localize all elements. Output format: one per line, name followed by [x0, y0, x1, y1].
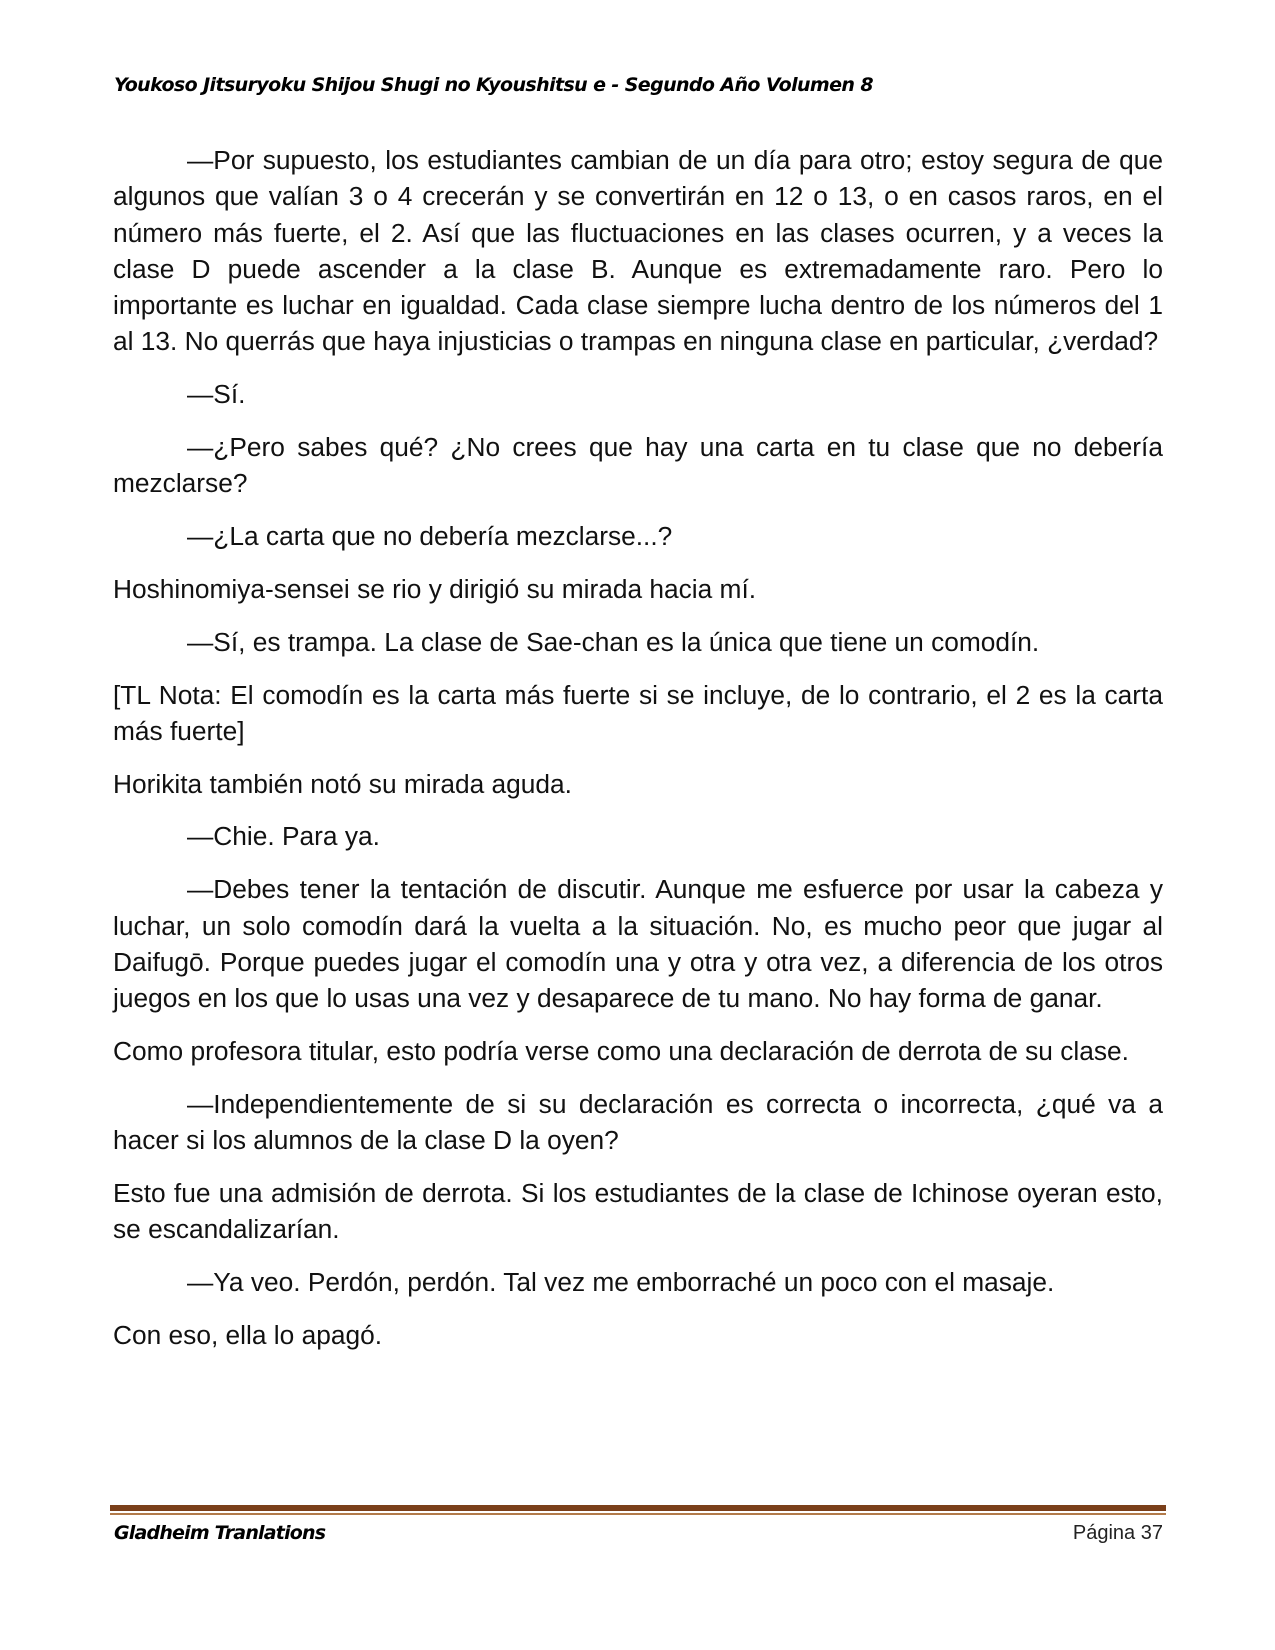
paragraph: —Por supuesto, los estudiantes cambian de un día para otro; estoy segura de que algunos que valían 3 o 4 crecerán y se convertirán en 12 o 13, o en casos raros, en el número más fuerte, el 2. Así que las fluctuaciones en las clases ocurren, y a veces la clase D puede ascender a la clase B. Aunque es extremadamente raro. Pero lo importante es luchar en igualdad. Cada clase siempre lucha dentro de los números del 1 al 13. No querrás que haya injusticias o trampas en ninguna clase en particular, ¿verdad?: [113, 145, 1163, 357]
page-number: [1073, 1522, 1163, 1545]
page-body: [113, 142, 1163, 1370]
paragraph: —Sí, es trampa. La clase de Sae-chan es la única que tiene un comodín.: [187, 626, 1040, 657]
paragraph: Con eso, ella lo apagó.: [113, 1319, 383, 1350]
paragraph: —Debes tener la tentación de discutir. Aunque me esfuerce por usar la cabeza y luchar, un solo comodín dará la vuelta a la situación. No, es mucho peor que jugar al Daifugō. Porque puedes jugar el comodín una y otra y otra vez, a diferencia de los otros juegos en los que lo usas una vez y desaparece de tu mano. No hay forma de ganar.: [113, 874, 1163, 1014]
paragraph: —Sí.: [187, 379, 246, 410]
paragraph: Hoshinomiya-sensei se rio y dirigió su mirada hacia mí.: [113, 573, 757, 604]
paragraph: —Chie. Para ya.: [187, 821, 380, 852]
paragraph: Como profesora titular, esto podría verse como una declaración de derrota de su clase.: [113, 1035, 1129, 1066]
footer-rule-thin: [110, 1513, 1166, 1515]
paragraph: Horikita también notó su mirada aguda.: [113, 768, 572, 799]
footer-publisher: Gladheim Tranlations: [114, 1522, 326, 1544]
page-number-value: 37: [1140, 1522, 1163, 1544]
paragraph: —¿Pero sabes qué? ¿No crees que hay una carta en tu clase que no debería mezclarse?: [113, 432, 1163, 499]
footer-rule-thick: [110, 1505, 1166, 1511]
translator-note: [TL Nota: El comodín es la carta más fuerte si se incluye, de lo contrario, el 2 es la carta más fuerte]: [113, 679, 1163, 746]
page-label: Página: [1072, 1522, 1136, 1544]
paragraph: —¿La carta que no debería mezclarse...?: [187, 521, 673, 552]
paragraph: Esto fue una admisión de derrota. Si los estudiantes de la clase de Ichinose oyeran esto, se escandalizarían.: [113, 1177, 1163, 1245]
running-header: Youkoso Jitsuryoku Shijou Shugi no Kyoushitsu e - Segundo Año Volumen 8: [114, 74, 873, 96]
paragraph: —Independientemente de si su declaración es correcta o incorrecta, ¿qué va a hacer si los alumnos de la clase D la oyen?: [113, 1088, 1163, 1156]
paragraph: —Ya veo. Perdón, perdón. Tal vez me emborraché un poco con el masaje.: [187, 1266, 1055, 1297]
